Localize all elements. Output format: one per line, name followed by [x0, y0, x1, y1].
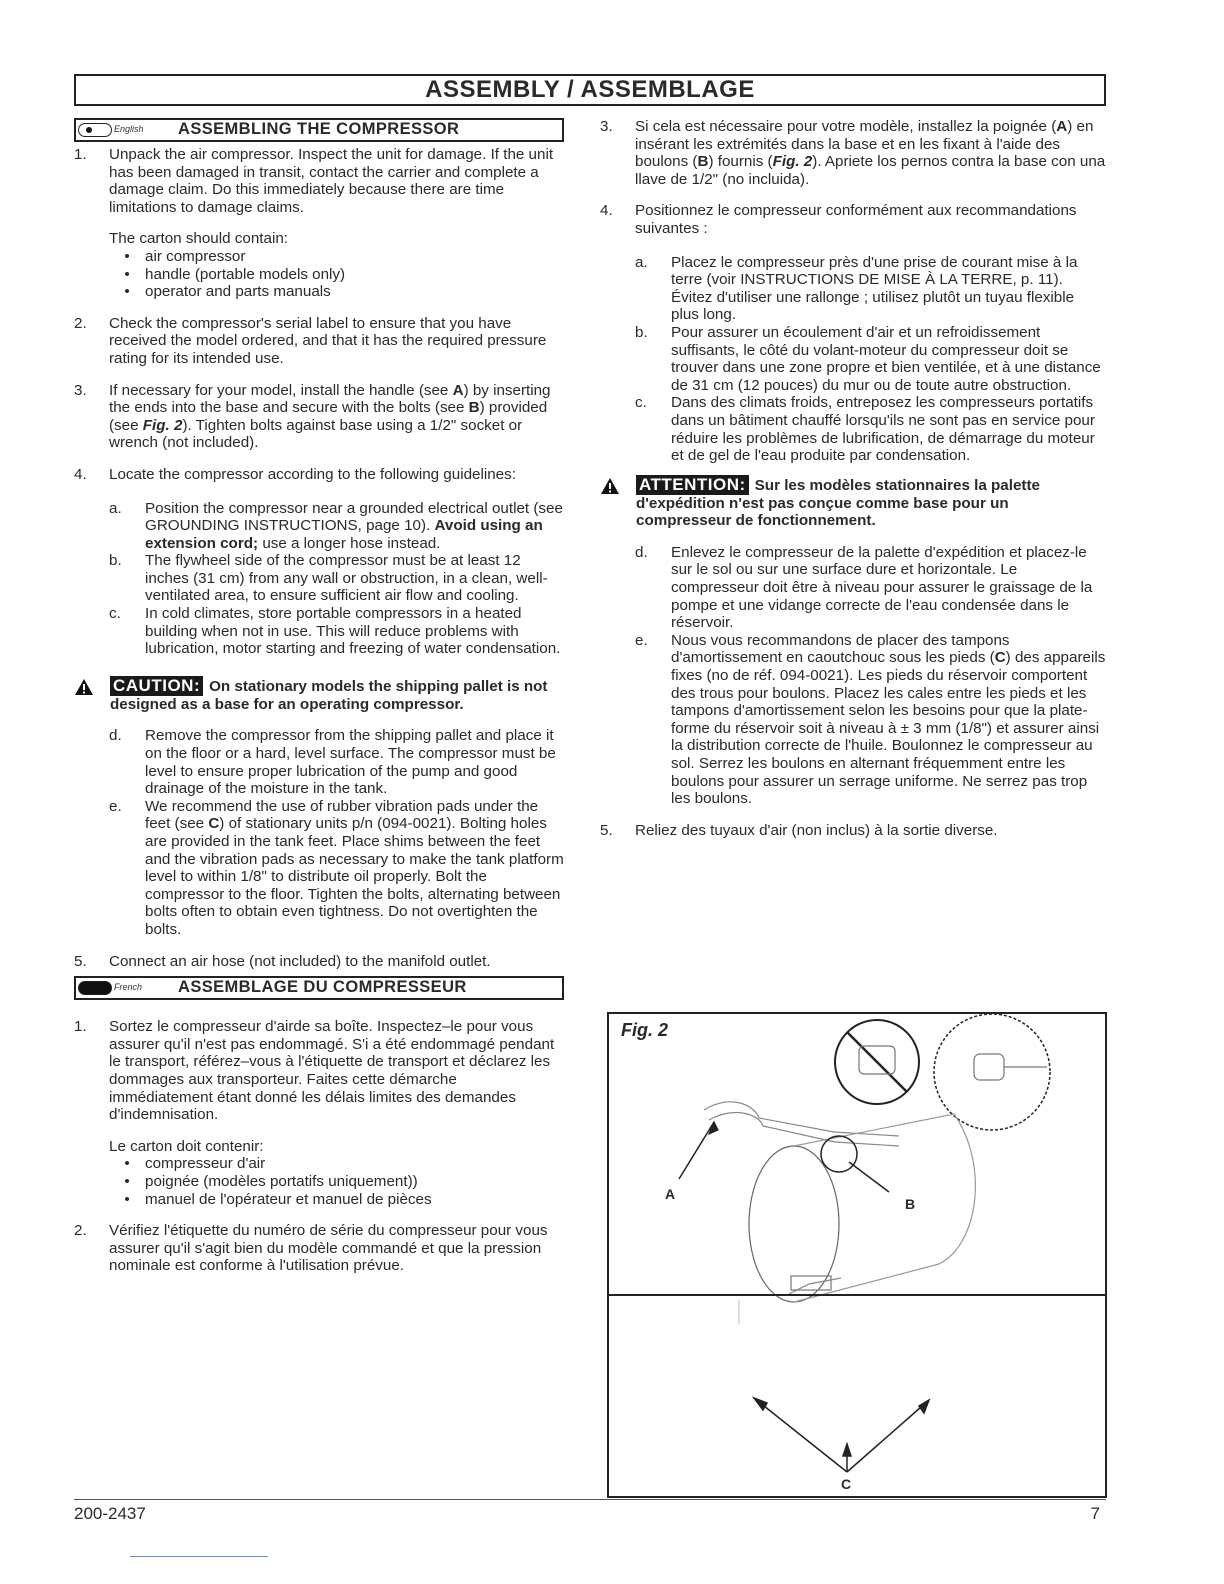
carton-intro: The carton should contain: [109, 230, 288, 248]
language-name: French [114, 982, 143, 993]
section-banner: ASSEMBLY / ASSEMBLAGE [74, 74, 1106, 106]
figure-2 [607, 1012, 1107, 1498]
warning-triangle-icon [600, 475, 636, 530]
figure-label: Fig. 2 [621, 1020, 669, 1040]
step-4a: a. Position the compressor near a grounded electrical outlet (see GROUNDING INSTRUCTIONS, page 10). Avoid using an extension cord; use a longer hose instead. [109, 499, 563, 552]
callout-b: B [905, 1196, 916, 1212]
fr-carton-intro: Le carton doit contenir: [109, 1137, 264, 1155]
callout-c: C [841, 1476, 852, 1492]
step-3: 3. If necessary for your model, install the handle (see A) by inserting the ends into the base and secure with the bolts (see B) provided (see Fig. 2). Tighten bolts against base using a 1/2" socket or wrench (not included). [74, 381, 551, 452]
fr-step-2: 2. Vérifiez l'étiquette du numéro de série du compresseur pour vous assurer qu'il s'agit bien du modèle commandé et que la pression nominale est conforme à l'utilisation prévue. [74, 1222, 548, 1275]
fr-carton-item: • manuel de l'opérateur et manuel de pièces [124, 1190, 432, 1208]
left-column [74, 118, 564, 1289]
page-number: 7 [1090, 1504, 1100, 1523]
fr-step-4d: d. Enlevez le compresseur de la palette d'expédition et placez-le sur le sol ou sur une surface dure et horizontale. Le compresseur doit être à niveau pour assurer le graissage de la pompe et une vidange correcte de l'eau condensée dans le réservoir. [635, 543, 1093, 632]
attention-notice [600, 475, 1106, 530]
blue-underline [130, 1556, 268, 1557]
attention-label: ATTENTION: [636, 475, 749, 495]
page-footer [74, 1499, 1106, 1523]
caution-text: On stationary models the shipping pallet is not designed as a base for an operating compressor. [110, 677, 548, 713]
callout-a: A [665, 1186, 676, 1202]
right-column [600, 118, 1106, 853]
french-language-tab [78, 980, 148, 996]
step-1: 1. Unpack the air compressor. Inspect the unit for damage. If the unit has been damaged in transit, contact the carrier and complete a damage claim. Do this immediately because there are time limitations to damage claims. [74, 146, 554, 216]
language-name: English [114, 124, 144, 135]
step-4d: d. Remove the compressor from the shipping pallet and place it on the floor or a hard, level surface. The compressor must be level to ensure proper lubrication of the pump and good drainage of the moisture in the tank. [109, 727, 556, 798]
attention-text: Sur les modèles stationnaires la palette d'expédition n'est pas conçue comme base pour un compresseur de fonctionnement. [636, 476, 1040, 530]
fr-step-4: 4. Positionnez le compresseur conformément aux recommandations suivantes : [600, 202, 1077, 237]
carton-item: • operator and parts manuals [124, 283, 331, 301]
english-flag-icon [78, 123, 112, 137]
step-4e: e. We recommend the use of rubber vibration pads under the feet (see C) of stationary units p/n (094-0021). Bolting holes are provided in the tank feet. Place shims between the feet and the vibration pads as necessary to make the tank platform level to within 1/8" to distribute oil properly. Bolt the compressor to the floor. Tighten the bolts, alternating between bolts often to obtain even tightness. Do not overtighten the bolts. [109, 797, 564, 938]
step-4: 4. Locate the compressor according to the following guidelines: [74, 465, 516, 483]
fr-carton-item: • poignée (modèles portatifs uniquement)) [124, 1172, 418, 1190]
step-4b: b. The flywheel side of the compressor must be at least 12 inches (31 cm) from any wall or obstruction, in a clean, well-ventilated area, to ensure sufficient air flow and cooling. [109, 552, 548, 605]
compressor-illustration [609, 1014, 1105, 1496]
figure-divider [609, 1294, 1105, 1296]
french-section-title: ASSEMBLAGE DU COMPRESSEUR [178, 978, 467, 997]
step-4c: c. In cold climates, store portable compressors in a heated building when not in use. This will reduce problems with lubrication, motor starting and freezing of water condensation. [109, 605, 561, 658]
english-language-tab [78, 122, 148, 138]
step-5: 5. Connect an air hose (not included) to the manifold outlet. [74, 952, 491, 970]
french-flag-icon [78, 981, 112, 995]
carton-item: • handle (portable models only) [124, 265, 346, 283]
document-number: 200-2437 [74, 1504, 146, 1523]
warning-triangle-icon [74, 676, 110, 714]
step-2: 2. Check the compressor's serial label to ensure that you have received the model ordered, and that it has the required pressure rating for its intended use. [74, 314, 547, 367]
fr-step-4a: a. Placez le compresseur près d'une prise de courant mise à la terre (voir INSTRUCTIONS DE MISE À LA TERRE, p. 11). Évitez d'utiliser une rallonge ; utilisez plutôt un tuyau flexible plus long. [635, 253, 1078, 324]
fr-step-4c: c. Dans des climats froids, entreposez les compresseurs portatifs dans un bâtiment chauffé lorsqu'ils ne sont pas en service pour réduire les problèmes de lubrification, de démarrage du moteur et de gel de l'eau produite par condensation. [635, 394, 1095, 465]
english-section-title: ASSEMBLING THE COMPRESSOR [178, 120, 460, 138]
fr-carton-item: • compresseur d'air [124, 1155, 266, 1173]
caution-notice [74, 676, 564, 714]
fr-step-1: 1. Sortez le compresseur d'airde sa boîte. Inspectez–le pour vous assurer qu'il n'est pas endommagé. S'i a été endommagé pendant le transport, référez–vous à l'étiquette de transport et déclarez les dommages aux transporteur. Faites cette démarche immédiatement étant donné les délais limites des demandes d'indemnisation. [74, 1018, 555, 1124]
fr-step-4e: e. Nous vous recommandons de placer des tampons d'amortissement en caoutchouc sous les pieds (C) des appareils fixes (no de réf. 094-0021). Les pieds du réservoir comportent des trous pour boulons. Placez les cales entre les pieds et les tampons d'amortissement selon les besoins pour que la plate-forme du réservoir soit à niveau à ± 3 mm (1/8") et assurer ainsi la distribution correcte de l'huile. Boulonnez le compresseur au sol. Serrez les boulons en alternant fréquemment entre les boulons pour assurer un serrage uniforme. Ne serrez pas trop les boulons. [635, 631, 1106, 808]
fr-step-4b: b. Pour assurer un écoulement d'air et un refroidissement suffisants, le côté du volant-moteur du compresseur doit se trouver dans une zone propre et bien ventilée, et à une distance de 31 cm (12 pouces) du mur ou de toute autre obstruction. [635, 323, 1101, 394]
english-section-header [74, 118, 564, 142]
caution-label: CAUTION: [110, 676, 203, 696]
french-section-header [74, 976, 564, 1000]
fr-step-5: 5. Reliez des tuyaux d'air (non inclus) à la sortie diverse. [600, 821, 998, 839]
fr-step-3: 3. Si cela est nécessaire pour votre modèle, installez la poignée (A) en insérant les extrémités dans la base et en les fixant à l'aide des boulons (B) fournis (Fig. 2). Apriete los pernos contra la base con una llave de 1/2" (no incluida). [600, 118, 1106, 188]
carton-item: • air compressor [124, 247, 246, 265]
